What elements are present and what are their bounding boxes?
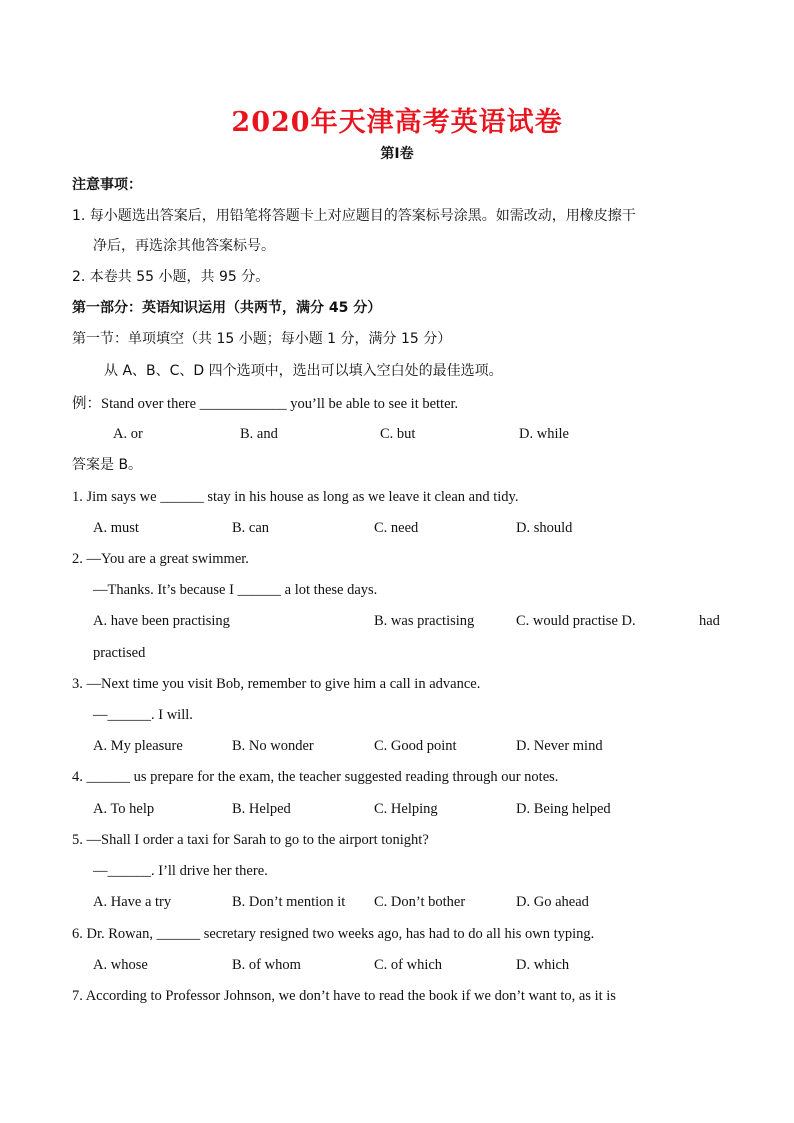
question-3-stem-line-2: —______. I will. [93,707,193,723]
question-3-option-d: D. Never mind [516,738,603,754]
example-option-d: D. while [519,426,569,442]
question-5-option-c: C. Don’t bother [374,894,466,910]
question-2-option-a: A. have been practising [93,613,230,629]
question-6-option-c: C. of which [374,957,443,973]
question-3-option-b: B. No wonder [232,738,314,754]
question-5-stem: 5. —Shall I order a taxi for Sarah to go to the airport tonight? [72,832,429,848]
example-stem: 例：Stand over there ____________ you’ll be able to see it better. [72,396,459,412]
question-2-option-c: C. would practise D. [516,613,636,629]
question-7-stem: 7. According to Professor Johnson, we don’t have to read the book if we don’t want to, as it is [72,988,616,1004]
question-5-option-a: A. Have a try [93,894,172,910]
question-2-option-d-wrap: practised [93,645,146,661]
question-4-option-a: A. To help [93,801,155,817]
example-option-b: B. and [240,426,278,442]
question-1-option-c: C. need [374,520,419,536]
question-2-option-b: B. was practising [374,613,475,629]
part1-heading: 第一部分：英语知识运用（共两节，满分 45 分） [72,300,382,316]
question-4-option-b: B. Helped [232,801,291,817]
question-4-stem: 4. ______ us prepare for the exam, the teacher suggested reading through our notes. [72,769,559,785]
question-1-stem: 1. Jim says we ______ stay in his house as long as we leave it clean and tidy. [72,489,519,505]
question-6-option-d: D. which [516,957,570,973]
question-4-option-c: C. Helping [374,801,438,817]
question-3-option-c: C. Good point [374,738,457,754]
section1-instruction: 从 A、B、C、D 四个选项中，选出可以填入空白处的最佳选项。 [104,363,503,379]
question-5-option-b: B. Don’t mention it [232,894,346,910]
notes-heading: 注意事项： [72,177,142,193]
question-5-option-d: D. Go ahead [516,894,589,910]
note-item-2: 2. 本卷共 55 小题，共 95 分。 [72,269,270,285]
example-answer: 答案是 B。 [72,457,143,473]
question-6-option-b: B. of whom [232,957,301,973]
section1-heading: 第一节：单项填空（共 15 小题；每小题 1 分，满分 15 分） [72,331,452,347]
question-1-option-d: D. should [516,520,573,536]
question-2-stem-line-2: —Thanks. It’s because I ______ a lot these days. [93,582,378,598]
question-4-option-d: D. Being helped [516,801,611,817]
example-option-a: A. or [113,426,143,442]
question-3-stem: 3. —Next time you visit Bob, remember to give him a call in advance. [72,676,481,692]
note-item-1-line-1: 1. 每小题选出答案后，用铅笔将答题卡上对应题目的答案标号涂黑。如需改动，用橡皮擦干 [72,208,636,224]
question-1-option-a: A. must [93,520,139,536]
page-title: 2020年天津高考英语试卷 [231,107,563,138]
question-6-option-a: A. whose [93,957,148,973]
question-6-stem: 6. Dr. Rowan, ______ secretary resigned two weeks ago, has had to do all his own typing. [72,926,595,942]
question-2-stem: 2. —You are a great swimmer. [72,551,249,567]
question-5-stem-line-2: —______. I’ll drive her there. [93,863,268,879]
question-3-option-a: A. My pleasure [93,738,183,754]
question-2-option-d: had [699,613,720,629]
volume-label: 第I卷 [380,146,414,162]
note-item-1-line-2: 净后，再选涂其他答案标号。 [93,238,275,254]
example-option-c: C. but [380,426,416,442]
question-1-option-b: B. can [232,520,270,536]
